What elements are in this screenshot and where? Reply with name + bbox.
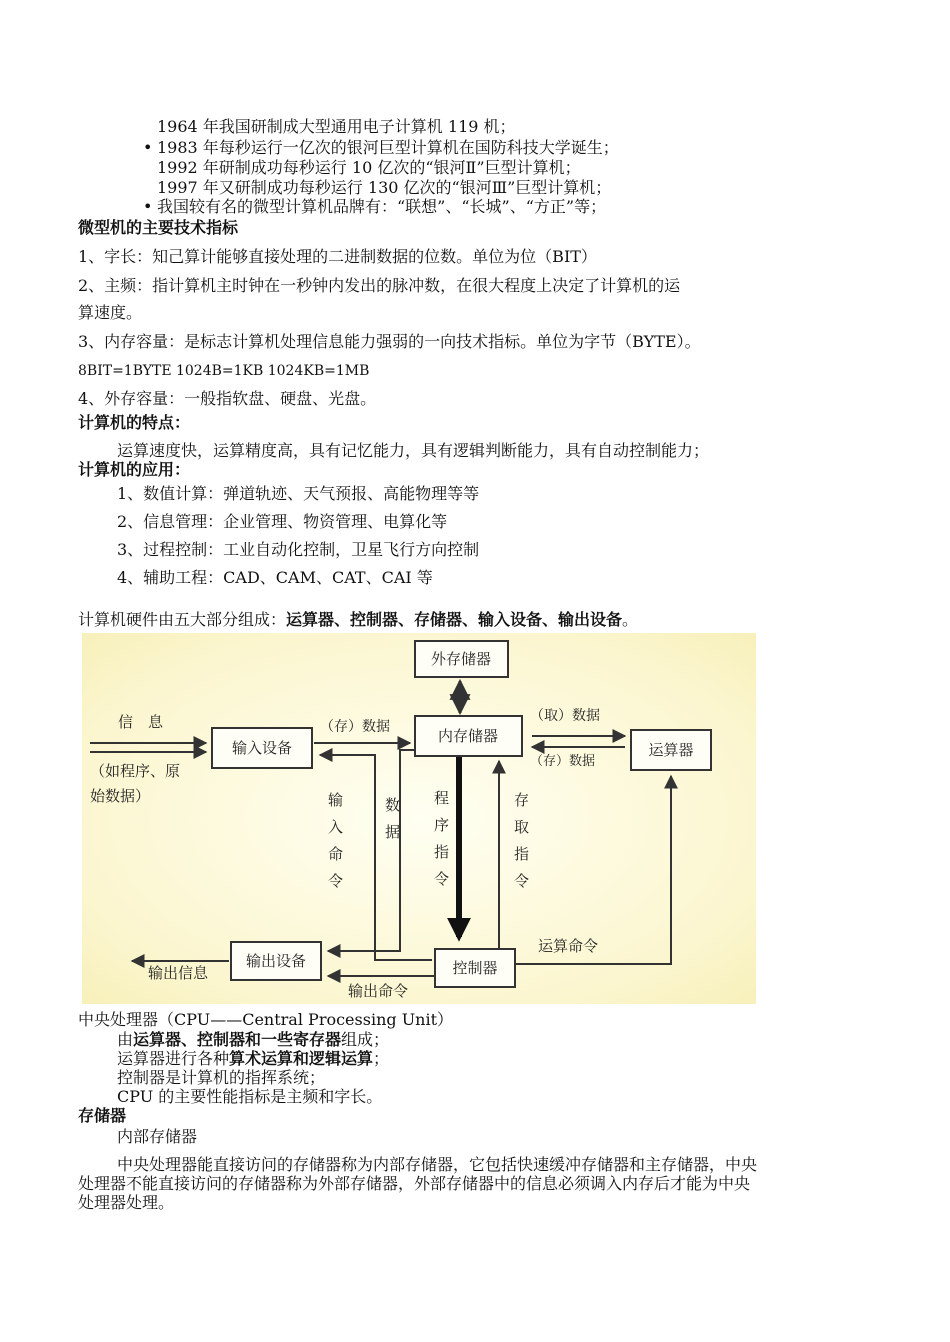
storage-paragraph-line: 处理器处理。 bbox=[78, 1193, 175, 1212]
storage-paragraph-line: 中央处理器能直接访问的存储器称为内部存储器，它包括快速缓冲存储器和主存储器，中央 bbox=[117, 1155, 758, 1174]
store-data-label: （存）数据 bbox=[320, 719, 390, 735]
output-device-box bbox=[231, 942, 321, 980]
metrics-heading: 微型机的主要技术指标 bbox=[78, 218, 239, 237]
cpu-heading-text: 中央处理器（CPU——Central Processing Unit） bbox=[78, 1010, 454, 1029]
bullet-icon: • bbox=[143, 197, 153, 216]
output-info-label: 输出信息 bbox=[148, 964, 209, 982]
alu-label: 运算器 bbox=[648, 741, 694, 759]
store-data-back-label: （存）数据 bbox=[530, 754, 596, 769]
input-device-box bbox=[212, 728, 312, 768]
hardware-parts: 运算器、控制器、存储器、输入设备、输出设备 bbox=[286, 610, 623, 629]
cpu-line2-bold: 算术运算和逻辑运算 bbox=[229, 1049, 374, 1068]
features-heading: 计算机的特点： bbox=[78, 413, 191, 432]
history-line-1992: 1992 年研制成功每秒运行 10 亿次的“银河Ⅱ”巨型计算机； bbox=[157, 158, 581, 177]
cpu-line-alu bbox=[117, 1049, 389, 1069]
operation-command-label: 运算命令 bbox=[538, 937, 599, 955]
cpu-line2-prefix: 运算器进行各种 bbox=[117, 1049, 230, 1068]
metric-external: 4、外存容量：一般指软盘、硬盘、光盘。 bbox=[78, 389, 377, 408]
external-storage-label: 外存储器 bbox=[430, 650, 492, 668]
history-line-1983: 1983 年每秒运行一亿次的银河巨型计算机在国防科技大学诞生； bbox=[157, 138, 619, 157]
storage-paragraph-line: 处理器不能直接访问的存储器称为外部存储器，外部存储器中的信息必须调入内存后才能为中央 bbox=[78, 1174, 751, 1193]
history-line-brands: 我国较有名的微型计算机品牌有：“联想”、“长城”、“方正”等； bbox=[157, 197, 607, 216]
svg-text:存: 存 bbox=[514, 791, 530, 809]
storage-heading: 存储器 bbox=[78, 1106, 127, 1125]
svg-text:入: 入 bbox=[328, 818, 344, 836]
svg-text:据: 据 bbox=[385, 823, 401, 841]
applications-heading: 计算机的应用： bbox=[78, 460, 191, 479]
svg-text:命: 命 bbox=[328, 845, 344, 863]
svg-text:序: 序 bbox=[434, 816, 450, 834]
cpu-line1-suffix: 组成； bbox=[341, 1030, 390, 1049]
internal-memory-label: 内存储器 bbox=[437, 727, 499, 745]
computer-architecture-diagram bbox=[82, 633, 756, 1004]
svg-text:令: 令 bbox=[514, 872, 530, 890]
metric-word-length: 1、字长：知己算计能够直接处理的二进制数据的位数。单位为位（BIT） bbox=[78, 247, 597, 266]
info-label: 信 息 bbox=[118, 713, 164, 731]
metric-clock-cont: 算速度。 bbox=[78, 303, 143, 322]
cpu-line-composition bbox=[117, 1030, 389, 1050]
svg-text:取: 取 bbox=[514, 818, 530, 836]
controller-label: 控制器 bbox=[452, 959, 498, 977]
metric-units: 8BIT=1BYTE 1024B=1KB 1024KB=1MB bbox=[78, 363, 370, 379]
cpu-line1-prefix: 由 bbox=[117, 1030, 134, 1049]
svg-text:输: 输 bbox=[328, 791, 344, 809]
features-text: 运算速度快，运算精度高，具有记忆能力，具有逻辑判断能力，具有自动控制能力； bbox=[117, 441, 710, 460]
history-line-1964: 1964 年我国研制成大型通用电子计算机 119 机； bbox=[157, 117, 516, 136]
metric-clock: 2、主频：指计算机主时钟在一秒钟内发出的脉冲数，在很大程度上决定了计算机的运 bbox=[78, 276, 681, 295]
cpu-line1-bold: 运算器、控制器和一些寄存器 bbox=[133, 1030, 342, 1049]
info-note-1: （如程序、原 bbox=[90, 762, 181, 780]
controller-box bbox=[435, 949, 515, 987]
cpu-heading bbox=[78, 1010, 453, 1030]
svg-text:数: 数 bbox=[385, 796, 401, 814]
input-device-label: 输入设备 bbox=[231, 739, 293, 757]
hardware-line bbox=[78, 610, 638, 630]
hardware-prefix: 计算机硬件由五大部分组成： bbox=[78, 610, 287, 629]
fetch-data-label: （取）数据 bbox=[530, 708, 600, 724]
application-item: 3、过程控制：工业自动化控制，卫星飞行方向控制 bbox=[117, 540, 480, 559]
cpu-line-metrics: CPU 的主要性能指标是主频和字长。 bbox=[117, 1087, 383, 1106]
internal-memory-box bbox=[415, 716, 522, 756]
output-device-label: 输出设备 bbox=[245, 952, 307, 970]
hardware-suffix: 。 bbox=[622, 610, 639, 629]
info-note-2: 始数据） bbox=[90, 787, 151, 805]
external-storage-box bbox=[415, 641, 508, 677]
application-item: 2、信息管理：企业管理、物资管理、电算化等 bbox=[117, 512, 448, 531]
history-line-1997: 1997 年又研制成功每秒运行 130 亿次的“银河Ⅲ”巨型计算机； bbox=[157, 178, 612, 197]
alu-box bbox=[631, 730, 711, 770]
cpu-line-controller: 控制器是计算机的指挥系统； bbox=[117, 1068, 326, 1087]
cpu-line2-suffix: ； bbox=[373, 1049, 390, 1068]
application-item: 1、数值计算：弹道轨迹、天气预报、高能物理等等 bbox=[117, 484, 480, 503]
storage-subheading: 内部存储器 bbox=[117, 1127, 198, 1146]
svg-text:指: 指 bbox=[434, 843, 450, 861]
svg-text:指: 指 bbox=[514, 845, 530, 863]
application-item: 4、辅助工程：CAD、CAM、CAT、CAI 等 bbox=[117, 568, 433, 587]
output-command-label: 输出命令 bbox=[348, 982, 409, 1000]
svg-text:令: 令 bbox=[434, 870, 450, 888]
diagram-background bbox=[82, 633, 756, 1004]
bullet-icon: • bbox=[143, 138, 153, 157]
metric-memory: 3、内存容量：是标志计算机处理信息能力强弱的一向技术指标。单位为字节（BYTE）。 bbox=[78, 332, 701, 351]
svg-text:令: 令 bbox=[328, 872, 344, 890]
svg-text:程: 程 bbox=[434, 789, 450, 807]
